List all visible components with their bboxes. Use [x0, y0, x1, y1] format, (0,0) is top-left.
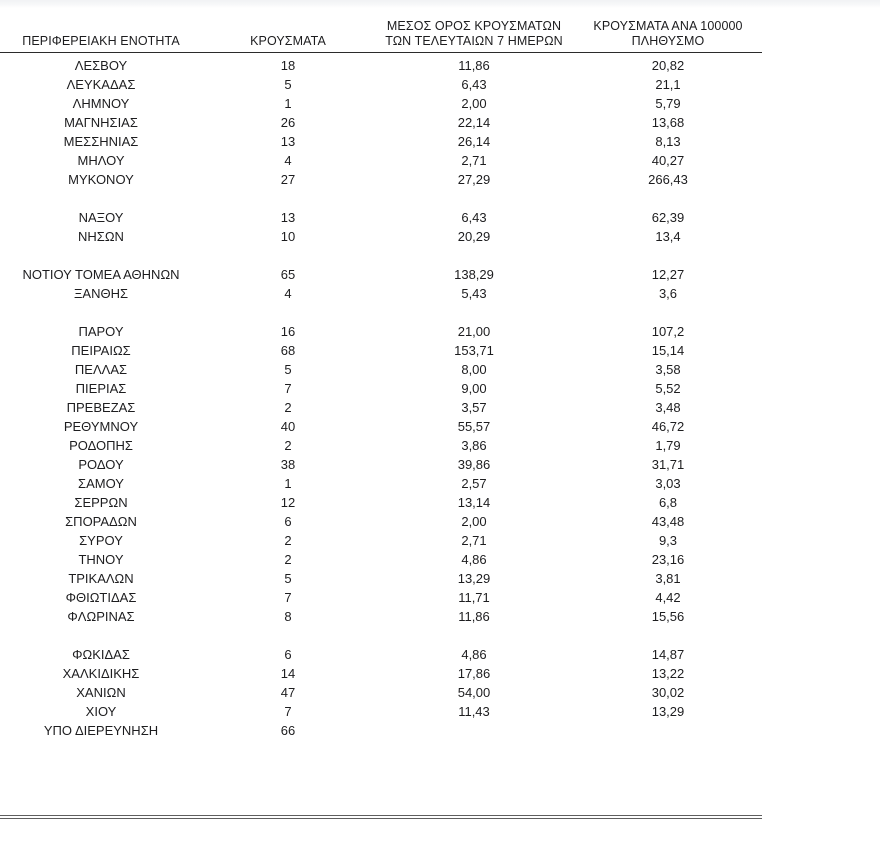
cell-per100k: 13,4: [655, 228, 681, 244]
table-row: [0, 208, 762, 227]
table-row: [0, 531, 762, 550]
cell-region: ΣΑΜΟΥ: [78, 475, 124, 491]
table-row: [0, 151, 762, 170]
column-header-avg7-line1: ΜΕΣΟΣ ΟΡΟΣ ΚΡΟΥΣΜΑΤΩΝ: [386, 18, 562, 33]
cell-per100k: 8,13: [655, 133, 681, 149]
table-row: [0, 607, 762, 626]
cell-region: ΣΠΟΡΑΔΩΝ: [65, 513, 137, 529]
cell-region: ΣΥΡΟΥ: [79, 532, 123, 548]
cell-avg7: 2,71: [461, 152, 487, 168]
cell-per100k: 1,79: [655, 437, 681, 453]
column-header-per100k-line2: ΠΛΗΘΥΣΜΟ: [631, 33, 705, 48]
table-row-spacer: [0, 303, 762, 322]
table-row-spacer: [0, 189, 762, 208]
cell-region: ΦΩΚΙΔΑΣ: [72, 646, 130, 662]
cell-region: ΡΕΘΥΜΝΟΥ: [63, 418, 139, 434]
cell-region: ΝΟΤΙΟΥ ΤΟΜΕΑ ΑΘΗΝΩΝ: [22, 266, 180, 282]
cell-avg7: 11,71: [458, 589, 490, 605]
table-row: [0, 360, 762, 379]
table-body: [0, 52, 762, 740]
cell-cases: 47: [280, 684, 296, 700]
cell-avg7: 6,43: [461, 209, 487, 225]
cell-cases: 66: [280, 722, 296, 738]
cell-cases: 27: [280, 171, 296, 187]
cell-cases: 5: [284, 76, 292, 92]
bottom-double-rule: [0, 815, 762, 819]
cell-cases: 1: [284, 95, 292, 111]
table-row: [0, 379, 762, 398]
cell-cases: 2: [284, 551, 292, 567]
cell-avg7: 11,43: [458, 703, 490, 719]
table-row: [0, 683, 762, 702]
table-row: [0, 588, 762, 607]
table-row: [0, 417, 762, 436]
cell-cases: 5: [284, 361, 292, 377]
cell-per100k: 13,68: [651, 114, 685, 130]
table-row: [0, 322, 762, 341]
cell-region: ΡΟΔΟΥ: [78, 456, 124, 472]
cell-avg7: 21,00: [457, 323, 491, 339]
cell-cases: 7: [284, 380, 292, 396]
table-row: [0, 75, 762, 94]
cell-region: ΦΛΩΡΙΝΑΣ: [67, 608, 135, 624]
table-header: [0, 0, 762, 52]
cell-avg7: 20,29: [457, 228, 491, 244]
cell-cases: 2: [284, 437, 292, 453]
cell-per100k: 15,56: [651, 608, 685, 624]
cell-avg7: 17,86: [457, 665, 491, 681]
cell-region: ΠΡΕΒΕΖΑΣ: [66, 399, 136, 415]
cell-per100k: 14,87: [651, 646, 685, 662]
table-row-spacer: [0, 626, 762, 645]
spacer-cell: [0, 626, 762, 645]
cell-cases: 1: [284, 475, 292, 491]
cell-region: ΝΑΞΟΥ: [78, 209, 124, 225]
cell-avg7: 8,00: [461, 361, 487, 377]
column-header-region: [0, 0, 202, 52]
cell-per100k: 9,3: [658, 532, 678, 548]
cell-region: ΧΙΟΥ: [85, 703, 117, 719]
cell-per100k: 3,6: [658, 285, 678, 301]
cell-cases: 12: [280, 494, 296, 510]
cell-per100k: 3,81: [655, 570, 681, 586]
table-row: [0, 702, 762, 721]
table-row: [0, 265, 762, 284]
cell-cases: 13: [280, 133, 296, 149]
table-row: [0, 664, 762, 683]
cell-cases: 6: [284, 513, 292, 529]
cell-avg7: 26,14: [457, 133, 491, 149]
column-header-avg7: [374, 0, 574, 52]
cell-per100k: 6,8: [658, 494, 678, 510]
cell-cases: 4: [284, 285, 292, 301]
cell-cases: 16: [280, 323, 296, 339]
cell-avg7: 54,00: [457, 684, 491, 700]
table-row: [0, 550, 762, 569]
cell-avg7: 4,86: [461, 551, 487, 567]
cell-region: ΜΑΓΝΗΣΙΑΣ: [64, 114, 138, 130]
cell-region: ΜΗΛΟΥ: [77, 152, 125, 168]
cell-avg7: 3,86: [461, 437, 487, 453]
cell-cases: 10: [280, 228, 296, 244]
cell-avg7: 55,57: [457, 418, 491, 434]
cell-region: ΛΗΜΝΟΥ: [72, 95, 130, 111]
table-row: [0, 721, 762, 740]
cell-region: ΧΑΛΚΙΔΙΚΗΣ: [62, 665, 140, 681]
cell-per100k: 3,03: [655, 475, 681, 491]
cell-cases: 65: [280, 266, 296, 282]
cell-per100k: 12,27: [651, 266, 685, 282]
cell-per100k: 30,02: [651, 684, 685, 700]
cell-avg7: 11,86: [458, 57, 490, 73]
cell-cases: 14: [280, 665, 296, 681]
cell-per100k: 13,29: [651, 703, 685, 719]
column-header-cases-line1: ΚΡΟΥΣΜΑΤΑ: [250, 33, 326, 48]
table-row: [0, 341, 762, 360]
column-header-per100k-line1: ΚΡΟΥΣΜΑΤΑ ΑΝΑ 100000: [593, 18, 743, 33]
cell-cases: 2: [284, 399, 292, 415]
cell-per100k: 20,82: [651, 57, 685, 73]
cell-cases: 6: [284, 646, 292, 662]
cell-per100k: 5,52: [655, 380, 681, 396]
table-row: [0, 170, 762, 189]
table-row: [0, 94, 762, 113]
cell-region: ΛΕΣΒΟΥ: [74, 57, 128, 73]
cell-cases: 5: [284, 570, 292, 586]
cell-region: ΠΕΛΛΑΣ: [74, 361, 128, 377]
cell-avg7: 5,43: [461, 285, 487, 301]
table-row: [0, 113, 762, 132]
cell-per100k: 23,16: [651, 551, 685, 567]
cell-avg7: 153,71: [454, 342, 494, 358]
table-row-spacer: [0, 246, 762, 265]
spacer-cell: [0, 189, 762, 208]
cell-avg7: 9,00: [461, 380, 487, 396]
cell-region: ΝΗΣΩΝ: [78, 228, 124, 244]
cell-region: ΞΑΝΘΗΣ: [73, 285, 129, 301]
column-header-per100k: [574, 0, 762, 52]
cell-region: ΣΕΡΡΩΝ: [74, 494, 128, 510]
cell-region: ΤΗΝΟΥ: [78, 551, 124, 567]
cell-avg7: 6,43: [461, 76, 487, 92]
cell-cases: 68: [280, 342, 296, 358]
cell-region: ΤΡΙΚΑΛΩΝ: [68, 570, 134, 586]
table-row: [0, 132, 762, 151]
cell-avg7: 13,29: [457, 570, 491, 586]
cell-per100k: 43,48: [651, 513, 685, 529]
cell-region: ΦΘΙΩΤΙΔΑΣ: [65, 589, 137, 605]
cell-avg7: 39,86: [457, 456, 491, 472]
cell-cases: 4: [284, 152, 292, 168]
cell-per100k: 46,72: [651, 418, 685, 434]
table-row: [0, 455, 762, 474]
cell-per100k: 21,1: [655, 76, 681, 92]
cell-cases: 38: [280, 456, 296, 472]
table-row: [0, 398, 762, 417]
table-row: [0, 436, 762, 455]
cell-cases: 26: [280, 114, 296, 130]
cell-cases: 8: [284, 608, 292, 624]
cell-per100k: 62,39: [651, 209, 685, 225]
cell-per100k: 107,2: [651, 323, 685, 339]
spacer-cell: [0, 303, 762, 322]
cell-cases: 7: [284, 703, 292, 719]
cell-per100k: 5,79: [655, 95, 681, 111]
cell-region: ΜΥΚΟΝΟΥ: [68, 171, 134, 187]
column-header-avg7-line2: ΤΩΝ ΤΕΛΕΥΤΑΙΩΝ 7 ΗΜΕΡΩΝ: [385, 33, 563, 48]
cell-avg7: 2,71: [461, 532, 487, 548]
column-header-cases: [202, 0, 374, 52]
cell-per100k: 3,48: [655, 399, 681, 415]
cell-region: ΛΕΥΚΑΔΑΣ: [66, 76, 136, 92]
cell-region: ΠΑΡΟΥ: [78, 323, 124, 339]
table-row: [0, 645, 762, 664]
cell-avg7: 4,86: [461, 646, 487, 662]
cell-avg7: 138,29: [454, 266, 494, 282]
table-row: [0, 474, 762, 493]
column-header-region-line1: ΠΕΡΙΦΕΡΕΙΑΚΗ ΕΝΟΤΗΤΑ: [22, 33, 180, 48]
cell-region: ΡΟΔΟΠΗΣ: [69, 437, 133, 453]
table-row: [0, 52, 762, 75]
cell-avg7: 27,29: [457, 171, 491, 187]
cell-per100k: 40,27: [651, 152, 685, 168]
cell-avg7: [374, 721, 574, 740]
table-row: [0, 227, 762, 246]
table-row: [0, 284, 762, 303]
spacer-cell: [0, 246, 762, 265]
cell-region: ΜΕΣΣΗΝΙΑΣ: [63, 133, 139, 149]
cell-per100k: 15,14: [651, 342, 685, 358]
cell-cases: 2: [284, 532, 292, 548]
cell-cases: 18: [280, 57, 296, 73]
cell-region: ΧΑΝΙΩΝ: [76, 684, 126, 700]
cell-cases: 40: [280, 418, 296, 434]
cell-avg7: 22,14: [457, 114, 491, 130]
cell-cases: 13: [280, 209, 296, 225]
cell-per100k: [574, 721, 762, 740]
cell-region: ΠΕΙΡΑΙΩΣ: [71, 342, 131, 358]
cell-per100k: 13,22: [651, 665, 685, 681]
cell-region: ΠΙΕΡΙΑΣ: [75, 380, 127, 396]
cell-avg7: 2,57: [461, 475, 487, 491]
cell-avg7: 13,14: [457, 494, 491, 510]
cell-per100k: 266,43: [648, 171, 688, 187]
cell-per100k: 4,42: [655, 589, 681, 605]
table-row: [0, 569, 762, 588]
cell-avg7: 2,00: [461, 513, 487, 529]
cell-avg7: 2,00: [461, 95, 487, 111]
cell-avg7: 11,86: [458, 608, 490, 624]
cell-region: ΥΠΟ ΔΙΕΡΕΥΝΗΣΗ: [43, 722, 159, 738]
cell-avg7: 3,57: [461, 399, 487, 415]
table-row: [0, 512, 762, 531]
cell-per100k: 3,58: [655, 361, 681, 377]
cell-per100k: 31,71: [651, 456, 685, 472]
table-row: [0, 493, 762, 512]
cell-cases: 7: [284, 589, 292, 605]
